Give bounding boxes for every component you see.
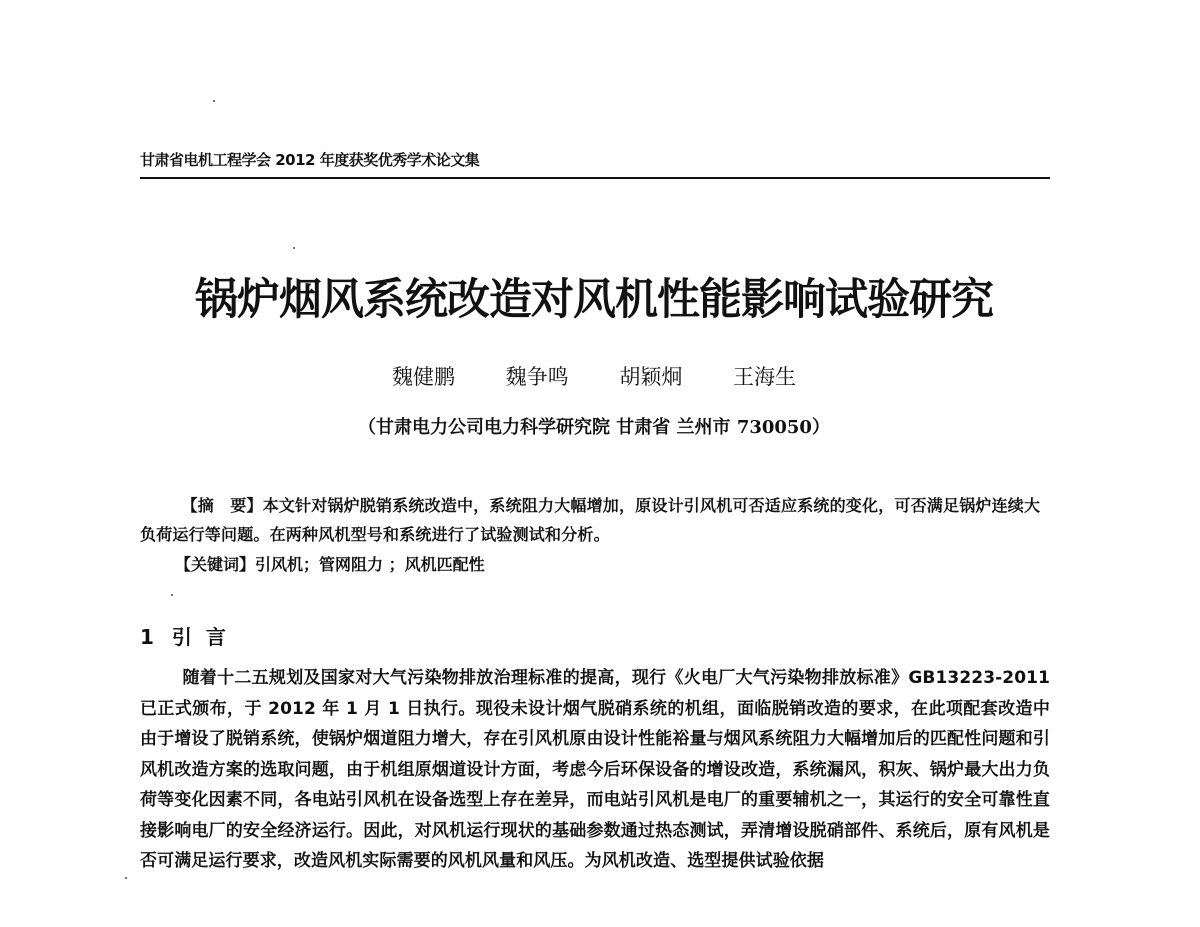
author-4: 王海生 (733, 365, 797, 389)
abstract-text: 本文针对锅炉脱销系统改造中，系统阻力大幅增加，原设计引风机可否适应系统的变化，可否满足锅炉连续大负荷运行等问题。在两种风机型号和系统进行了试验测试和分析。 (140, 496, 1041, 544)
scan-speck (125, 877, 127, 879)
author-2: 魏争鸣 (505, 365, 569, 389)
scan-speck (213, 100, 215, 102)
affiliation: （甘肃电力公司电力科学研究院 甘肃省 兰州市 730050） (358, 417, 830, 438)
running-header: 甘肃省电机工程学会 2012 年度获奖优秀学术论文集 (140, 151, 480, 169)
author-3: 胡颖炯 (619, 365, 683, 389)
keywords (175, 551, 485, 579)
section-number: 1 (140, 625, 154, 649)
section-title: 引言 (171, 625, 240, 649)
keywords-label: 【关键词】 (175, 555, 256, 574)
header-rule (140, 177, 1050, 179)
author-list (0, 362, 1188, 392)
scan-speck (171, 594, 173, 596)
paper-title: 锅炉烟风系统改造对风机性能影响试验研究 (195, 275, 993, 325)
scan-speck (293, 247, 295, 249)
keywords-text: 引风机；管网阻力 ；风机匹配性 (255, 555, 485, 574)
section-body (140, 663, 1050, 877)
abstract (140, 491, 1050, 549)
section-heading (140, 622, 240, 652)
body-paragraph: 随着十二五规划及国家对大气污染物排放治理标准的提高，现行《火电厂大气污染物排放标准》GB13223-2011 已正式颁布，于 2012 年 1 月 1 日执行。现役未设计烟气脱硝系统的机组，面临脱销改造的要求，在此项配套改造中由于增设了脱销系统，使锅炉烟道阻力增大，存在引风机原由设计性能裕量与烟风系统阻力大幅增加后的匹配性问题和引风机改造方案的选取问题，由于机组原烟道设计方面，考虑今后环保设备的增设改造，系统漏风，积灰、锅炉最大出力负荷等变化因素不同，各电站引风机在设备选型上存在差异，而电站引风机是电厂的重要辅机之一，其运行的安全可靠性直接影响电厂的安全经济运行。因此，对风机运行现状的基础参数通过热态测试，弄清增设脱硝部件、系统后，原有风机是否可满足运行要求，改造风机实际需要的风机风量和风压。为风机改造、选型提供试验依据 (140, 668, 1050, 871)
abstract-label: 【摘 要】 (181, 496, 263, 515)
author-1: 魏健鹏 (391, 365, 455, 389)
